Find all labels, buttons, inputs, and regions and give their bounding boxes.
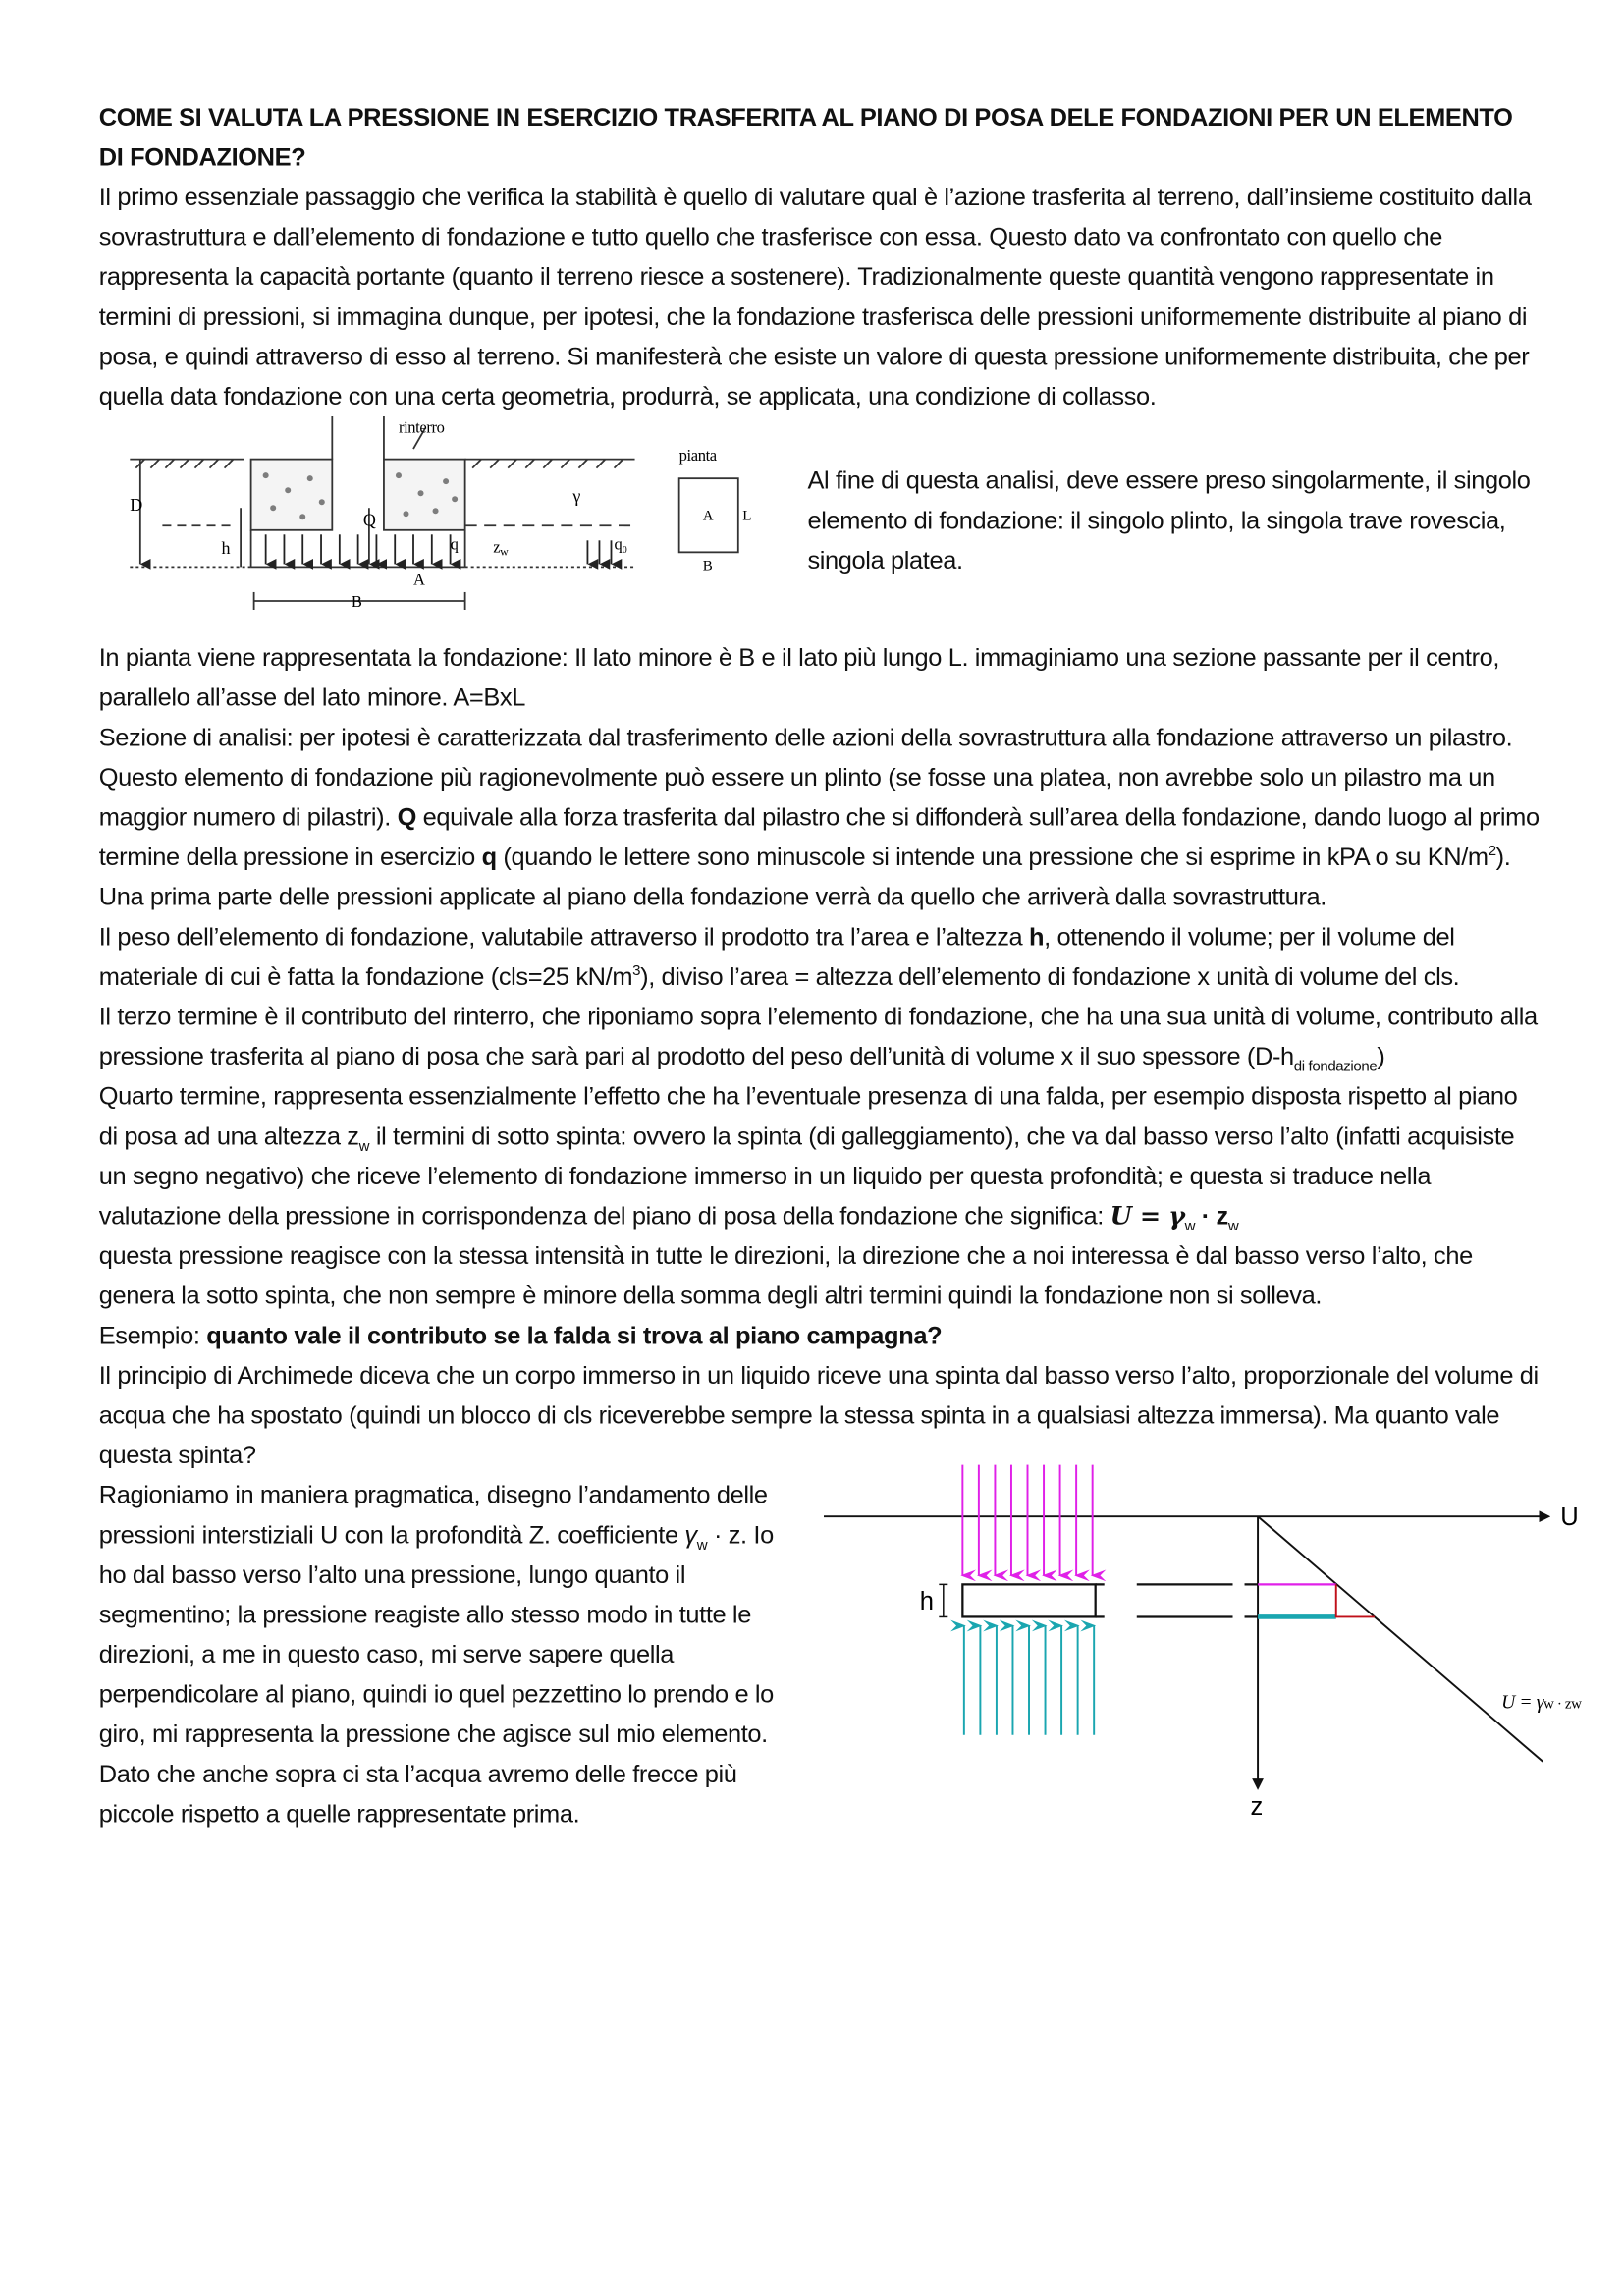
body-paragraphs [99,638,1541,1476]
text-run: Il terzo termine è il contributo del rinterro, che riponiamo sopra l’elemento di fondazione, che ha una sua unità di volume, contributo alla pressione trasferita al piano di posa che sarà pari al prodotto del peso dell’unità di volume x il suo spessore (D-h [98,1002,1538,1071]
label-h: h [919,1587,934,1615]
text-run: (quando le lettere sono minuscole si intende una pressione che si esprime in kPA o su KN/m [496,843,1489,872]
foundation-element [962,1584,1095,1616]
paragraph [99,718,1541,877]
text-run: · z [1195,1201,1228,1230]
intro-paragraph [99,177,1541,416]
page-heading: COME SI VALUTA LA PRESSIONE IN ESERCIZIO TRASFERITA AL PIANO DI POSA DELE FONDAZIONI PER UN ELEMENTO DI FONDAZIONE? [98,103,1513,172]
label-Q: Q [362,510,376,530]
text-run: Sezione di analisi: per ipotesi è caratterizzata dal trasferimento delle azioni della sovrastruttura alla fondazione attraverso un pilastro. Questo elemento di fondazione più ragionevolmente può essere un plinto (se fosse una platea, non avrebbe solo un pilastro ma un maggior numero di pilastri). [98,723,1513,832]
text-run: γ [684,1520,697,1550]
text-run: w [358,1138,370,1156]
text-run: il termini di sotto spinta: ovvero la spinta (di galleggiamento), che va dal basso verso l’alto (infatti acquisiste un segno negativo) che riceve l’elemento di fondazione immerso in un liquido per questa profondità; e questa si traduce nella valutazione della pressione in corrispondenza del piano di posa della fondazione che significa: [98,1121,1515,1230]
text-run: Quarto termine, rappresenta essenzialmente l’effetto che ha l’eventuale presenza di una falda, per esempio disposta rispetto al piano di posa ad una altezza z [98,1082,1518,1151]
text-run: Il peso dell’elemento di fondazione, valutabile attraverso il prodotto tra l’area e l’altezza [98,922,1029,952]
figure-side-text: Al fine di questa analisi, deve essere preso singolarmente, il singolo elemento di fondazione: il singolo plinto, la singola trave rovescia, singola platea. [807,466,1531,574]
pore-pressure-row [98,1475,1582,1918]
label-h: h [221,537,231,558]
pore-pressure-diagram [819,1457,1623,1827]
plan-label-L: L [742,508,752,524]
label-A: A [413,570,425,589]
text-run: w [696,1537,708,1555]
label-zw: zw [493,537,509,559]
text-run: · z. Io ho dal basso verso l’alto una pressione, lungo quanto il segmentino; la pressione reagiste allo stesso modo in tutte le direzioni, a me in questo caso, mi serve sapere quella perpendicolare al piano, quindi io quel pezzettino lo prendo e lo giro, mi rappresenta la pressione che agisce sul mio elemento. Dato che anche sopra ci sta l’acqua avremo delle frecce più piccole rispetto a quelle rappresentate prima. [98,1520,774,1829]
text-run: ), diviso l’area = altezza dell’elemento di fondazione x unità di volume del cls. [640,962,1460,991]
foundation-section-diagram [118,416,768,630]
text-run: w [1227,1219,1239,1235]
text-run: , ottenendo il volume; per il volume del materiale di cui è fatta la fondazione (cls=25 kN/m [98,922,1455,991]
paragraph [99,1076,1541,1235]
pore-pressure-text [99,1475,790,1833]
text-run: w [1184,1219,1196,1235]
formula-label: U = γw · zw [1501,1692,1582,1714]
text-run: equivale alla forza trasferita dal pilastro che si diffonderà sull’area della fondazione, dando luogo al primo termine della pressione in esercizio [98,802,1540,872]
text-run: q [481,843,497,872]
text-run: U = γ [1110,1200,1185,1230]
text-run: Esempio: [98,1321,207,1350]
plan-label-A: A [702,508,714,524]
figure-foundation-row [99,416,1541,638]
text-run: 3 [632,962,641,980]
text-run: 2 [1488,844,1496,860]
label-B: B [351,591,362,611]
text-run: Una prima parte delle pressioni applicate al piano della fondazione verrà da quello che arriverà dalla sovrastruttura. [98,883,1326,911]
text-run: h [1028,922,1045,952]
paragraph [99,877,1541,917]
plan-label-B: B [702,558,713,574]
text-run: Ragioniamo in maniera pragmatica, disegno l’andamento delle pressioni interstiziali U con la profondità Z. coefficiente [98,1481,768,1550]
label-pianta: pianta [678,446,717,465]
label-z: z [1250,1792,1263,1821]
paragraph [99,917,1541,997]
paragraph [99,638,1541,718]
text-run: questa pressione reagisce con la stessa intensità in tutte le direzioni, la direzione che a noi interessa è dal basso verso l’alto, che genera la sotto spinta, che non sempre è minore della somma degli altri termini quindi la fondazione non si solleva. [98,1241,1473,1310]
paragraph [99,1236,1541,1316]
text-run: Il principio di Archimede diceva che un corpo immerso in un liquido riceve una spinta dal basso verso l’alto, proporzionale del volume di acqua che ha spostato (quindi un blocco di cls riceverebbe sempre la stessa spinta in a qualsiasi altezza immersa). Ma quanto vale questa spinta? [98,1361,1539,1470]
label-q0: q₀ [614,534,627,554]
paragraph [99,997,1541,1076]
label-U: U [1560,1503,1579,1532]
text-run: ). [1495,843,1511,872]
text-run: di fondazione [1293,1059,1378,1076]
label-gamma: γ [572,486,580,507]
text-run: Il primo essenziale passaggio che verifica la stabilità è quello di valutare qual è l’azione trasferita al terreno, dall’insieme costituito dalla sovrastruttura e dall’elemento di fondazione e tutto quello che trasferisce con essa. Questo dato va confrontato con quello che rappresenta la capacità portante (quanto il terreno riesce a sostenere). Tradizionalmente queste quantità vengono rappresentate in termini di pressioni, si immagina dunque, per ipotesi, che la fondazione trasferisca delle pressioni uniformemente distribuite al piano di posa, e quindi attraverso di esso al terreno. Si manifesterà che esiste un valore di questa pressione uniformemente distribuita, che per quella data fondazione con una certa geometria, produrrà, se applicata, una condizione di collasso. [98,183,1532,411]
text-run: quanto vale il contributo se la falda si trova al piano campagna? [206,1321,943,1350]
text-run: ) [1377,1042,1385,1071]
text-run: Q [397,802,416,832]
paragraph [99,1316,1541,1356]
text-run: In pianta viene rappresentata la fondazione: Il lato minore è B e il lato più lungo L. immaginiamo una sezione passante per il centro, parallelo all’asse del lato minore. A=BxL [98,643,1500,712]
label-q: q [450,534,459,554]
level-dashes [1096,1584,1258,1616]
label-D: D [130,495,142,516]
label-rinterro: rinterro [398,417,445,437]
pressure-line [1258,1516,1543,1762]
